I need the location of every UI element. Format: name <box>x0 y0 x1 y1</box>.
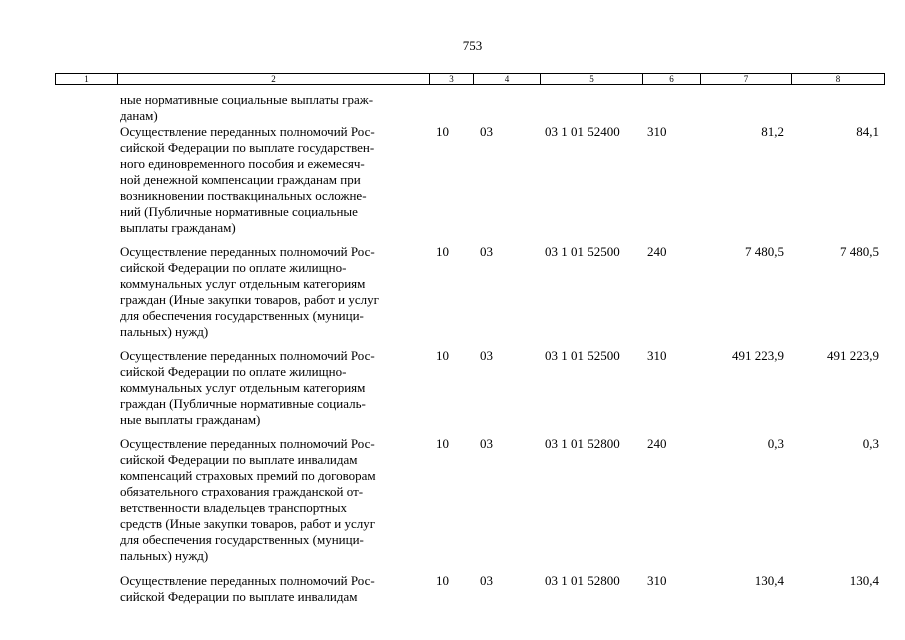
row-section: 10 <box>436 573 449 588</box>
row-amount-col8: 84,1 <box>856 124 879 139</box>
row-target-article: 03 1 01 52800 <box>545 573 620 588</box>
row-subsection: 03 <box>480 124 493 139</box>
column-header-3: 3 <box>429 74 473 84</box>
row-subsection: 03 <box>480 348 493 363</box>
row-target-article: 03 1 01 52500 <box>545 244 620 259</box>
page-number: 753 <box>462 38 483 53</box>
row-name: Осуществление переданных полномочий Рос- сийской Федерации по выплате инвалидам компенсаций страховых премий по договорам обязательного страхования гражданской от- ветственности владельцев транспортных средств (Иные закупки товаров, работ и услуг для обеспечения государственных (муници- пальных) нужд) <box>120 436 376 563</box>
row-section: 10 <box>436 436 449 451</box>
row-target-article: 03 1 01 52800 <box>545 436 620 451</box>
row-subsection: 03 <box>480 573 493 588</box>
row-expense-type: 310 <box>647 573 667 588</box>
row-name: Осуществление переданных полномочий Рос- сийской Федерации по оплате жилищно- коммунальных услуг отдельным категориям граждан (Публичные нормативные социаль- ные выплаты гражданам) <box>120 348 375 427</box>
row-expense-type: 240 <box>647 436 667 451</box>
row-expense-type: 310 <box>647 124 667 139</box>
row-amount-col8: 7 480,5 <box>840 244 879 259</box>
row-amount-col7: 7 480,5 <box>745 244 784 259</box>
table-header <box>55 73 885 85</box>
row-amount-col7: 491 223,9 <box>732 348 784 363</box>
row-amount-col8: 130,4 <box>849 573 879 588</box>
row-amount-col8: 0,3 <box>862 436 879 451</box>
row-amount-col7: 81,2 <box>761 124 784 139</box>
row-section: 10 <box>436 124 449 139</box>
column-header-1: 1 <box>84 74 89 84</box>
row-expense-type: 240 <box>647 244 667 259</box>
row-subsection: 03 <box>480 436 493 451</box>
column-header-5: 5 <box>540 74 642 84</box>
row-expense-type: 310 <box>647 348 667 363</box>
row-name: Осуществление переданных полномочий Рос- сийской Федерации по выплате государствен- ного единовременного пособия и ежемесяч- ной денежной компенсации гражданам при возникновении поствакцинальных осложне- ний (Публичные нормативные социальные выплаты гражданам) <box>120 124 375 235</box>
row-name: Осуществление переданных полномочий Рос- сийской Федерации по выплате инвалидам <box>120 573 375 604</box>
row-name: ные нормативные социальные выплаты граж- данам) <box>120 92 374 123</box>
column-header-4: 4 <box>473 74 540 84</box>
row-target-article: 03 1 01 52500 <box>545 348 620 363</box>
row-name: Осуществление переданных полномочий Рос- сийской Федерации по оплате жилищно- коммунальных услуг отдельным категориям граждан (Иные закупки товаров, работ и услуг для обеспечения государственных (муници- пальных) нужд) <box>120 244 379 339</box>
column-header-8: 8 <box>791 74 884 84</box>
row-amount-col7: 0,3 <box>767 436 784 451</box>
column-header-6: 6 <box>642 74 700 84</box>
row-amount-col7: 130,4 <box>754 573 784 588</box>
row-section: 10 <box>436 348 449 363</box>
column-header-2: 2 <box>117 74 429 84</box>
row-target-article: 03 1 01 52400 <box>545 124 620 139</box>
row-section: 10 <box>436 244 449 259</box>
column-header-7: 7 <box>700 74 791 84</box>
row-subsection: 03 <box>480 244 493 259</box>
row-amount-col8: 491 223,9 <box>827 348 879 363</box>
